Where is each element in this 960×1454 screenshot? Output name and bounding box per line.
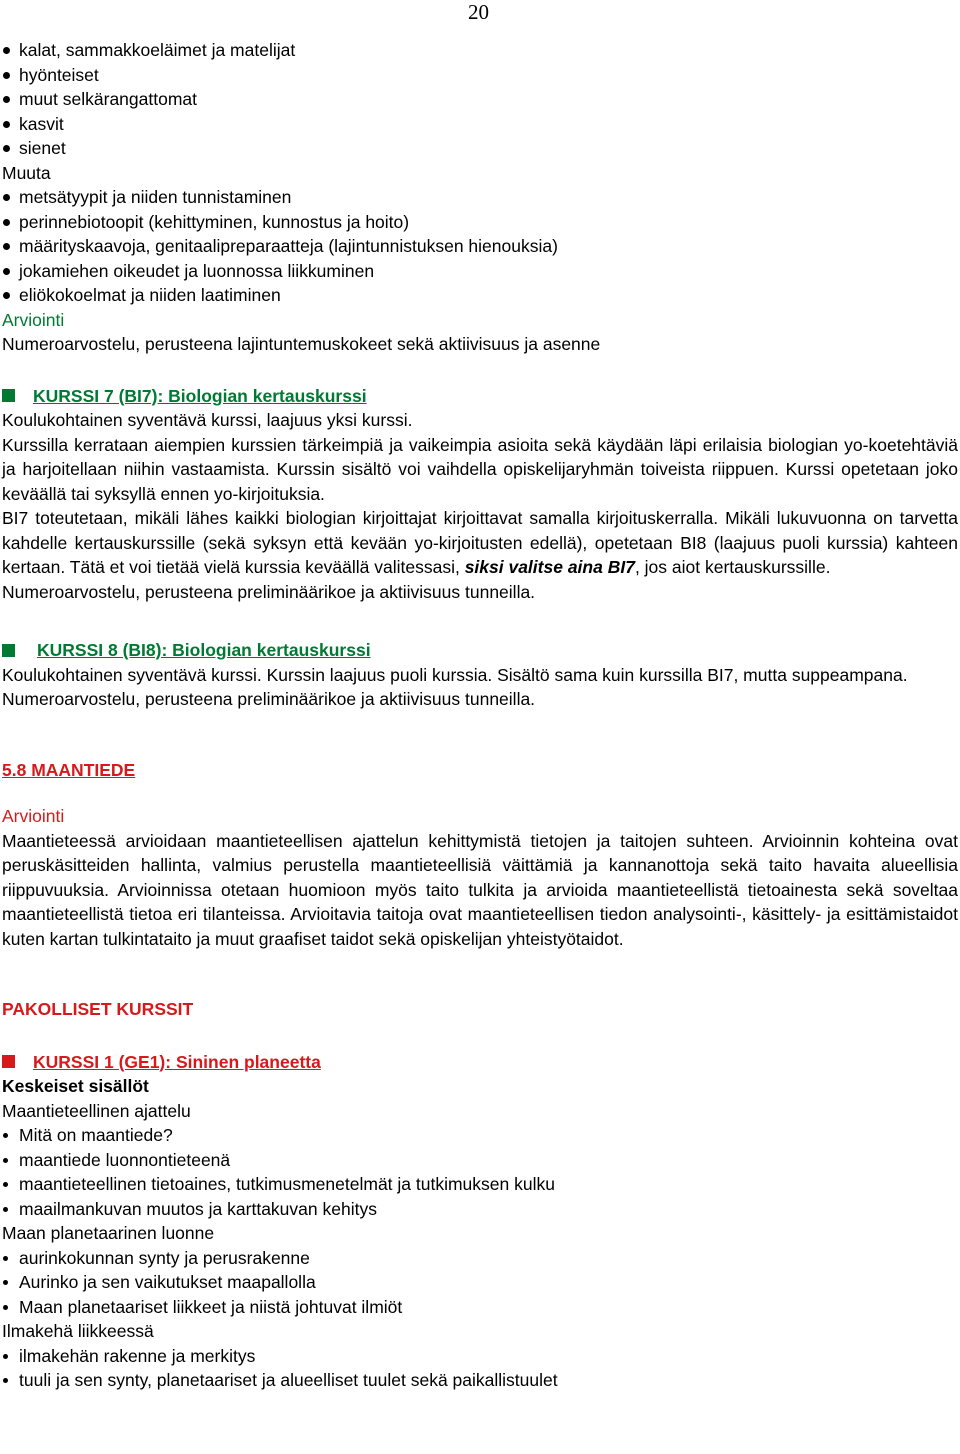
list-item: maailmankuvan muutos ja karttakuvan kehitys <box>2 1197 958 1222</box>
list-item: jokamiehen oikeudet ja luonnossa liikkuminen <box>2 259 958 284</box>
pakolliset-heading: PAKOLLISET KURSSIT <box>2 999 194 1019</box>
keskeiset-heading: Keskeiset sisällöt <box>2 1076 149 1096</box>
course-bi7-scope: Koulukohtainen syventävä kurssi, laajuus yksi kurssi. <box>2 410 413 430</box>
muuta-bullet-list <box>2 185 958 308</box>
course-ge1-title: KURSSI 1 (GE1): Sininen planeetta <box>33 1051 321 1072</box>
section-arviointi-heading: Arviointi <box>2 806 65 826</box>
muuta-heading: Muuta <box>2 162 51 183</box>
list-item: kalat, sammakkoeläimet ja matelijat <box>2 38 958 63</box>
course-bi8-description: Koulukohtainen syventävä kurssi. Kurssin laajuus puoli kurssia. Sisältö sama kuin kurssilla BI7, mutta suppeampana. <box>2 664 908 685</box>
list-item: muut selkärangattomat <box>2 87 958 112</box>
list-item: maantieteellinen tietoaines, tutkimusmenetelmät ja tutkimuksen kulku <box>2 1172 958 1197</box>
course-bi7-assessment: Numeroarvostelu, perusteena preliminäärikoe ja aktiivisuus tunneilla. <box>2 581 536 602</box>
content-list <box>2 1246 958 1320</box>
section-heading <box>2 758 958 783</box>
square-bullet-icon <box>2 1055 15 1068</box>
note-text-end: , jos aiot kertauskurssille. <box>634 557 831 577</box>
group-heading: Maantieteellinen ajattelu <box>2 1100 191 1121</box>
course-bi7-description: Kurssilla kerrataan aiempien kurssien tärkeimpiä ja vaikeimpia asioita sekä käydään läpi erilaisia biologian yo-koetehtäviä ja harjoitellaan niihin vastaamista. Kurssin sisältö voi vaihdella opiskelijaryhmän toiveista riippuen. Kurssi opetetaan joko keväällä tai syksyllä ennen yo-kirjoituksia. <box>2 434 958 504</box>
course-bi7-note <box>2 506 958 580</box>
section-arviointi-text: Maantieteessä arvioidaan maantieteellisen ajattelun kehittymistä tietojen ja taitojen suhteen. Arvioinnin kohteina ovat peruskäsitteiden hallinta, valmius perustella maantieteellisiä väittämiä ja kannanottoja sekä taito havaita alueellisia riippuvuuksia. Arvioinnissa otetaan huomioon myös taito tulkita ja arvioida maantieteellistä tietoainesta sekä soveltaa maantieteellistä tietoa eri tilanteissa. Arvioitavia taitoja ovat maantieteellisen tiedon analysointi-, käsittely- ja esittämistaidot kuten kartan tulkintataito ja muut graafiset taidot sekä opiskelijan yhteistyötaidot. <box>2 830 958 949</box>
course-ge1-heading <box>2 1050 958 1075</box>
arviointi-text: Numeroarvostelu, perusteena lajintuntemuskokeet sekä aktiivisuus ja asenne <box>2 334 601 354</box>
list-item: kasvit <box>2 112 958 137</box>
course-bi8-assessment: Numeroarvostelu, perusteena preliminäärikoe ja aktiivisuus tunneilla. <box>2 689 536 709</box>
list-item: määrityskaavoja, genitaalipreparaatteja (lajintunnistuksen hienouksia) <box>2 234 958 259</box>
list-item: tuuli ja sen synty, planetaariset ja alueelliset tuulet sekä paikallistuulet <box>2 1368 958 1393</box>
list-item: Mitä on maantiede? <box>2 1123 958 1148</box>
group-heading: Maan planetaarinen luonne <box>2 1223 215 1243</box>
list-item: Aurinko ja sen vaikutukset maapallolla <box>2 1270 958 1295</box>
section-number: 5.8 <box>2 759 27 780</box>
course-bi7-heading <box>2 384 958 409</box>
top-bullet-list <box>2 38 958 161</box>
content-list <box>2 1344 958 1393</box>
list-item: hyönteiset <box>2 63 958 88</box>
square-bullet-icon <box>2 389 15 402</box>
course-bi8-heading <box>2 638 958 663</box>
page-number: 20 <box>468 0 489 24</box>
list-item: metsätyypit ja niiden tunnistaminen <box>2 185 958 210</box>
course-bi8-title: KURSSI 8 (BI8): Biologian kertauskurssi <box>37 640 371 660</box>
list-item: perinnebiotoopit (kehittyminen, kunnostus ja hoito) <box>2 210 958 235</box>
note-text: BI7 toteutetaan, mikäli lähes kaikki biologian kirjoittajat kirjoittavat samalla kirjoituskerralla. Mikäli lukuvuonna on tarvetta kahdelle kertauskurssille (sekä syksyn että kevään yo-kirjoitusten edellä), opetetaan BI8 (laajuus puoli kurssia) kahteen kertaan. Tätä et voi tietää vielä kurssia keväällä valitessasi, <box>2 508 958 577</box>
group-heading: Ilmakehä liikkeessä <box>2 1321 154 1341</box>
course-bi7-title: KURSSI 7 (BI7): Biologian kertauskurssi <box>33 385 367 406</box>
note-emphasis: siksi valitse aina BI7 <box>464 557 635 577</box>
arviointi-heading: Arviointi <box>2 309 65 330</box>
list-item: Maan planetaariset liikkeet ja niistä johtuvat ilmiöt <box>2 1295 958 1320</box>
list-item: sienet <box>2 136 958 161</box>
list-item: ilmakehän rakenne ja merkitys <box>2 1344 958 1369</box>
content-list <box>2 1123 958 1221</box>
list-item: maantiede luonnontieteenä <box>2 1148 958 1173</box>
section-title: MAANTIEDE <box>31 759 136 780</box>
square-bullet-icon <box>2 644 15 657</box>
document-body <box>2 38 958 1393</box>
list-item: eliökokoelmat ja niiden laatiminen <box>2 283 958 308</box>
list-item: aurinkokunnan synty ja perusrakenne <box>2 1246 958 1271</box>
